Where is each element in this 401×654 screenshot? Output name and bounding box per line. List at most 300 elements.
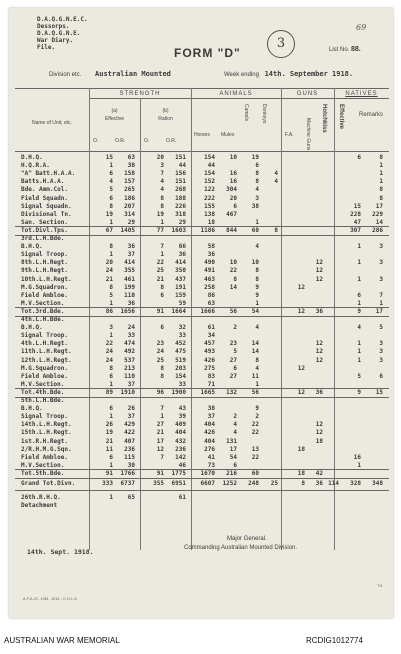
table-row bbox=[9, 397, 393, 405]
unit-name: D.H.Q. bbox=[21, 154, 43, 161]
table-cell: 86 bbox=[207, 291, 215, 299]
unit-name: Tot.4th.Bde. bbox=[21, 388, 65, 396]
detachment-cell: 61 bbox=[178, 494, 186, 501]
table-cell: 3 bbox=[379, 243, 383, 251]
signature-command: Commanding Australian Mounted Division. bbox=[184, 545, 298, 551]
table-cell: 1 bbox=[379, 170, 383, 178]
table-cell: 6 bbox=[109, 405, 113, 413]
stamp-line: D.A.Q.G.N.E.C. bbox=[37, 16, 88, 23]
grand-total-rule bbox=[15, 478, 389, 479]
table-cell: 110 bbox=[124, 372, 135, 380]
table-cell: 47 bbox=[353, 218, 361, 226]
table-cell: 22 bbox=[105, 340, 113, 348]
table-cell: 4 bbox=[233, 421, 237, 429]
table-row bbox=[9, 251, 393, 259]
table-row bbox=[9, 373, 393, 381]
table-cell: 318 bbox=[175, 210, 186, 218]
table-cell: 1 bbox=[357, 275, 361, 283]
table-cell: 304 bbox=[226, 186, 237, 194]
table-cell: 3 bbox=[379, 348, 383, 356]
table-cell: 15 bbox=[375, 388, 383, 396]
table-cell: 71 bbox=[207, 380, 215, 388]
table-cell: 25 bbox=[156, 267, 164, 275]
table-cell: 8 bbox=[160, 202, 164, 210]
table-cell: 4 bbox=[255, 364, 259, 372]
table-cell: 314 bbox=[124, 210, 135, 218]
table-cell: 7 bbox=[160, 170, 164, 178]
table-row bbox=[9, 235, 393, 243]
unit-name: San. Section. bbox=[21, 218, 68, 226]
table-cell: 203 bbox=[175, 364, 186, 372]
table-cell: 151 bbox=[175, 154, 186, 161]
table-cell: 1 bbox=[379, 299, 383, 307]
table-cell: 13 bbox=[251, 445, 259, 453]
table-cell: 10 bbox=[229, 259, 237, 267]
table-cell: 491 bbox=[204, 267, 215, 275]
table-cell: 18 bbox=[207, 218, 215, 226]
unit-name: B.H.Q. bbox=[21, 405, 43, 413]
table-cell: 56 bbox=[251, 388, 259, 396]
unit-name: Signal Troop. bbox=[21, 251, 68, 259]
table-cell: 10 bbox=[251, 259, 259, 267]
table-cell: 437 bbox=[175, 275, 186, 283]
table-cell: 2 bbox=[233, 413, 237, 421]
grand-total-cell: 6737 bbox=[120, 480, 135, 487]
table-cell: 34 bbox=[207, 332, 215, 340]
unit-name: 8th.L.H.Regt. bbox=[21, 259, 68, 267]
grand-total-rule bbox=[15, 490, 389, 491]
horses-label: Horses bbox=[194, 132, 210, 138]
table-cell: 414 bbox=[175, 259, 186, 267]
mules-label: Mules bbox=[221, 132, 235, 138]
unit-name: M.V.Section. bbox=[21, 299, 65, 307]
table-cell: 63 bbox=[207, 299, 215, 307]
table-cell: 6 bbox=[160, 291, 164, 299]
table-cell: 21 bbox=[105, 437, 113, 445]
table-cell: 461 bbox=[124, 275, 135, 283]
division-label: Division etc. bbox=[49, 72, 82, 78]
officers-label: O. bbox=[93, 138, 99, 144]
table-cell: 91 bbox=[156, 469, 164, 477]
table-cell: 8 bbox=[274, 226, 278, 234]
table-cell: 19 bbox=[251, 154, 259, 161]
table-top-rule bbox=[15, 88, 389, 89]
corner-note: T.6 bbox=[377, 583, 383, 588]
table-row bbox=[9, 259, 393, 267]
unit-name: 10th.L.H.Regt. bbox=[21, 275, 72, 283]
unit-name: 14th.L.H.Regt. bbox=[21, 421, 72, 429]
unit-name: Field Ambloe. bbox=[21, 453, 68, 461]
table-cell: 12 bbox=[315, 429, 323, 437]
table-cell: 12 bbox=[297, 283, 305, 291]
table-cell: 404 bbox=[204, 437, 215, 445]
table-cell: 66 bbox=[178, 243, 186, 251]
grand-total-cell: 248 bbox=[248, 480, 259, 487]
unit-name: Divisional Tn. bbox=[21, 210, 72, 218]
table-cell: 12 bbox=[297, 364, 305, 372]
table-row bbox=[9, 332, 393, 340]
table-cell: 6 bbox=[233, 364, 237, 372]
officers-label: O. bbox=[144, 138, 150, 144]
table-row bbox=[9, 348, 393, 356]
table-cell: 1 bbox=[109, 461, 113, 469]
table-cell: 10 bbox=[229, 154, 237, 161]
grand-total-cell: 355 bbox=[153, 480, 164, 487]
table-cell: 8 bbox=[379, 154, 383, 161]
table-cell: 7 bbox=[160, 453, 164, 461]
table-cell: 46 bbox=[178, 461, 186, 469]
table-cell: 228 bbox=[350, 210, 361, 218]
table-cell: 429 bbox=[124, 421, 135, 429]
unit-name: Signal Troop. bbox=[21, 413, 68, 421]
table-cell: 32 bbox=[178, 324, 186, 332]
table-cell: 36 bbox=[315, 388, 323, 396]
camels-label: Camels bbox=[243, 104, 249, 121]
table-cell: 186 bbox=[124, 194, 135, 202]
table-cell: 29 bbox=[178, 218, 186, 226]
table-cell: 1405 bbox=[120, 226, 135, 234]
distribution-stamp bbox=[37, 16, 88, 51]
division-value: Australian Mounted bbox=[95, 70, 171, 78]
table-cell: 229 bbox=[372, 210, 383, 218]
table-cell: 44 bbox=[207, 162, 215, 170]
natives-header: NATIVES bbox=[345, 91, 378, 97]
table-cell: 1900 bbox=[171, 388, 186, 396]
table-cell: 86 bbox=[105, 307, 113, 315]
table-cell: 12 bbox=[297, 307, 305, 315]
table-cell: 60 bbox=[251, 469, 259, 477]
table-cell: 216 bbox=[226, 469, 237, 477]
table-cell: 8 bbox=[255, 178, 259, 186]
list-label: List No. bbox=[329, 47, 350, 53]
table-cell: 7 bbox=[160, 405, 164, 413]
table-row bbox=[9, 203, 393, 211]
table-cell: 154 bbox=[204, 154, 215, 161]
table-cell: 73 bbox=[207, 461, 215, 469]
unit-name: 12th.L.H.Regt. bbox=[21, 356, 72, 364]
table-cell: 1 bbox=[109, 332, 113, 340]
table-cell: 467 bbox=[226, 210, 237, 218]
table-cell: 9 bbox=[357, 388, 361, 396]
table-cell: 493 bbox=[204, 348, 215, 356]
table-row bbox=[9, 421, 393, 429]
table-cell: 7 bbox=[379, 291, 383, 299]
unit-name: M.V.Section. bbox=[21, 461, 65, 469]
table-cell: 138 bbox=[204, 210, 215, 218]
table-cell: 414 bbox=[124, 259, 135, 267]
table-cell: 12 bbox=[315, 356, 323, 364]
table-cell: 1186 bbox=[200, 226, 215, 234]
table-cell: 20 bbox=[156, 154, 164, 161]
table-cell: 463 bbox=[204, 275, 215, 283]
table-cell: 37 bbox=[127, 413, 135, 421]
grand-total-cell: 348 bbox=[372, 480, 383, 487]
table-cell: 1766 bbox=[120, 469, 135, 477]
stamp-line: File. bbox=[37, 44, 56, 51]
table-cell: 2 bbox=[255, 413, 259, 421]
table-row bbox=[9, 340, 393, 348]
table-cell: 36 bbox=[207, 251, 215, 259]
unit-name: 9th.L.H.Regt. bbox=[21, 267, 68, 275]
grand-total-cell: 8 bbox=[301, 480, 305, 487]
table-cell: 12 bbox=[315, 340, 323, 348]
table-cell: 1 bbox=[357, 340, 361, 348]
other-ranks-label: O.R. bbox=[115, 138, 126, 144]
table-row bbox=[9, 413, 393, 421]
table-cell: 131 bbox=[226, 437, 237, 445]
table-cell: 27 bbox=[156, 421, 164, 429]
machine-guns-label: Machine Guns bbox=[305, 118, 311, 151]
table-cell: 17 bbox=[229, 445, 237, 453]
division-field bbox=[49, 70, 171, 78]
table-cell: 91 bbox=[105, 469, 113, 477]
table-cell: 426 bbox=[204, 356, 215, 364]
table-cell: 519 bbox=[175, 356, 186, 364]
table-row bbox=[9, 186, 393, 194]
table-row bbox=[9, 438, 393, 446]
table-cell: 22 bbox=[251, 453, 259, 461]
unit-name-header: Name of Unit, etc. bbox=[31, 120, 72, 126]
table-cell: 67 bbox=[105, 226, 113, 234]
table-cell: 6 bbox=[109, 372, 113, 380]
table-cell: 4 bbox=[255, 186, 259, 194]
table-cell: 16 bbox=[353, 453, 361, 461]
table-cell: 1 bbox=[109, 218, 113, 226]
table-cell: 213 bbox=[124, 364, 135, 372]
guns-header: GUNS bbox=[296, 91, 319, 97]
archive-reference: RCDIG1012774 bbox=[306, 636, 363, 645]
table-cell: 24 bbox=[105, 267, 113, 275]
unit-name: Tot.Divl.Tps. bbox=[21, 226, 68, 234]
table-cell: 492 bbox=[124, 348, 135, 356]
unit-name: Tot.5th.Bde. bbox=[21, 469, 65, 477]
sub-a-label: (a) bbox=[111, 108, 118, 114]
table-cell: 8 bbox=[255, 356, 259, 364]
table-cell: 6 bbox=[357, 291, 361, 299]
table-cell: 19 bbox=[105, 429, 113, 437]
unit-name: M.V.Section. bbox=[21, 380, 65, 388]
table-row bbox=[9, 162, 393, 170]
table-cell: 1 bbox=[255, 299, 259, 307]
table-cell: 6 bbox=[109, 170, 113, 178]
table-cell: 5 bbox=[109, 291, 113, 299]
table-row bbox=[9, 405, 393, 413]
table-row bbox=[9, 195, 393, 203]
table-cell: 1670 bbox=[200, 469, 215, 477]
table-cell: 36 bbox=[127, 243, 135, 251]
table-cell: 17 bbox=[375, 307, 383, 315]
table-cell: 457 bbox=[204, 340, 215, 348]
table-cell: 1 bbox=[109, 380, 113, 388]
table-cell: 12 bbox=[156, 445, 164, 453]
table-cell: 60 bbox=[251, 226, 259, 234]
table-cell: 59 bbox=[178, 299, 186, 307]
table-cell: 63 bbox=[127, 154, 135, 161]
printer-note: A.F.A.21. 10M - 8/16 - C.H.L.8. bbox=[23, 596, 78, 601]
unit-name: 3rd.L.H.Bde. bbox=[21, 235, 65, 242]
table-cell: 1 bbox=[160, 218, 164, 226]
table-cell: 409 bbox=[175, 421, 186, 429]
table-cell: 1775 bbox=[171, 469, 186, 477]
table-cell: 1666 bbox=[200, 307, 215, 315]
table-cell: 23 bbox=[229, 340, 237, 348]
table-cell: 43 bbox=[178, 405, 186, 413]
table-cell: 8 bbox=[379, 194, 383, 202]
ration-label: Ration bbox=[158, 116, 173, 122]
table-cell: 37 bbox=[127, 380, 135, 388]
table-cell: 115 bbox=[124, 453, 135, 461]
table-cell: 142 bbox=[175, 453, 186, 461]
unit-name: "A" Batt.H.A.A. bbox=[21, 170, 76, 178]
table-cell: 1665 bbox=[200, 388, 215, 396]
table-cell: 58 bbox=[207, 243, 215, 251]
detachment-cell: 1 bbox=[109, 494, 113, 501]
table-cell: 268 bbox=[175, 186, 186, 194]
table-cell: 122 bbox=[204, 186, 215, 194]
table-cell: 1656 bbox=[120, 307, 135, 315]
grand-total-cell: 328 bbox=[350, 480, 361, 487]
table-cell: 12 bbox=[315, 421, 323, 429]
detachment-cell: 65 bbox=[127, 494, 135, 501]
table-cell: 191 bbox=[175, 283, 186, 291]
table-cell: 154 bbox=[175, 372, 186, 380]
table-cell: 307 bbox=[350, 226, 361, 234]
table-cell: 432 bbox=[175, 437, 186, 445]
table-cell: 14 bbox=[375, 218, 383, 226]
grand-total-cell: 6607 bbox=[200, 480, 215, 487]
table-cell: 475 bbox=[175, 348, 186, 356]
table-row bbox=[9, 276, 393, 284]
table-cell: 4 bbox=[233, 429, 237, 437]
table-cell: 1 bbox=[255, 380, 259, 388]
table-cell: 8 bbox=[233, 275, 237, 283]
table-cell: 422 bbox=[124, 429, 135, 437]
table-cell: 158 bbox=[124, 170, 135, 178]
table-cell: 452 bbox=[175, 340, 186, 348]
table-cell: 157 bbox=[124, 178, 135, 186]
animals-header: ANIMALS bbox=[219, 91, 253, 97]
table-cell: 24 bbox=[156, 348, 164, 356]
table-cell: 1 bbox=[160, 413, 164, 421]
unit-name: 2/R.H.M.G.Sqn. bbox=[21, 445, 72, 453]
circled-number: 3 bbox=[267, 30, 295, 58]
table-cell: 36 bbox=[127, 299, 135, 307]
table-row bbox=[9, 284, 393, 292]
unit-name: Field Ambloe. bbox=[21, 291, 68, 299]
unit-name: H.Q.R.A. bbox=[21, 162, 50, 170]
table-cell: 12 bbox=[315, 348, 323, 356]
table-cell: 159 bbox=[175, 291, 186, 299]
table-cell: 21 bbox=[156, 429, 164, 437]
table-cell: 30 bbox=[127, 461, 135, 469]
table-cell: 39 bbox=[178, 413, 186, 421]
table-cell: 29 bbox=[127, 218, 135, 226]
table-row bbox=[9, 292, 393, 300]
unit-name: Field Squadn. bbox=[21, 194, 68, 202]
table-cell: 23 bbox=[156, 340, 164, 348]
table-cell: 4 bbox=[255, 243, 259, 251]
unit-name: Field Ambloe. bbox=[21, 372, 68, 380]
table-cell: 24 bbox=[105, 348, 113, 356]
table-cell: 8 bbox=[109, 364, 113, 372]
table-cell: 236 bbox=[124, 445, 135, 453]
table-cell: 3 bbox=[255, 194, 259, 202]
detachment-name: 26th.R.H.Q. Detachment bbox=[21, 494, 61, 509]
table-cell: 265 bbox=[124, 186, 135, 194]
table-cell: 7 bbox=[160, 243, 164, 251]
week-value: 14th. September 1918. bbox=[264, 70, 354, 78]
table-cell: 12 bbox=[297, 388, 305, 396]
table-cell: 1 bbox=[109, 413, 113, 421]
stamp-line: D.A.Q.G.N.E. bbox=[37, 30, 81, 37]
unit-name: Bde. Amm.Col. bbox=[21, 186, 68, 194]
table-cell: 36 bbox=[178, 251, 186, 259]
table-cell: 4 bbox=[274, 178, 278, 186]
table-cell: 4 bbox=[274, 170, 278, 178]
table-cell: 26 bbox=[127, 405, 135, 413]
table-cell: 1 bbox=[379, 162, 383, 170]
table-cell: 1 bbox=[255, 218, 259, 226]
table-cell: 12 bbox=[315, 275, 323, 283]
week-label: Week ending bbox=[224, 72, 259, 78]
donkeys-label: Donkeys bbox=[261, 104, 267, 124]
unit-name: Signal Troop. bbox=[21, 332, 68, 340]
grand-total-cell: 6951 bbox=[171, 480, 186, 487]
report-date: 14th. Sept. 1918. bbox=[27, 548, 94, 556]
unit-name: 4th.L.H.Regt. bbox=[21, 340, 68, 348]
table-row bbox=[9, 365, 393, 373]
table-cell: 8 bbox=[255, 267, 259, 275]
table-cell: 3 bbox=[109, 324, 113, 332]
table-cell: 275 bbox=[204, 364, 215, 372]
unit-name: 15th.L.H.Regt. bbox=[21, 429, 72, 437]
table-cell: 14 bbox=[251, 340, 259, 348]
table-cell: 61 bbox=[207, 324, 215, 332]
table-cell: 8 bbox=[160, 283, 164, 291]
table-cell: 27 bbox=[229, 356, 237, 364]
table-cell: 199 bbox=[124, 283, 135, 291]
remarks-label: Remarks bbox=[359, 112, 384, 118]
table-cell: 89 bbox=[105, 388, 113, 396]
table-cell: 41 bbox=[207, 453, 215, 461]
table-cell: 152 bbox=[204, 178, 215, 186]
table-cell: 18 bbox=[297, 469, 305, 477]
table-cell: 96 bbox=[156, 388, 164, 396]
table-cell: 6 bbox=[255, 162, 259, 170]
table-cell: 276 bbox=[204, 445, 215, 453]
unit-name: Batts.H.A.A. bbox=[21, 178, 65, 186]
other-ranks-label: O.R. bbox=[166, 138, 177, 144]
table-cell: 1 bbox=[160, 251, 164, 259]
table-cell: 4 bbox=[160, 186, 164, 194]
table-cell: 8 bbox=[109, 283, 113, 291]
table-cell: 38 bbox=[251, 202, 259, 210]
table-cell: 350 bbox=[175, 267, 186, 275]
table-cell: 44 bbox=[178, 162, 186, 170]
table-cell: 1910 bbox=[120, 388, 135, 396]
header-bottom-rule bbox=[15, 151, 389, 152]
table-cell: 1664 bbox=[171, 307, 186, 315]
table-cell: 5 bbox=[357, 372, 361, 380]
table-cell: 151 bbox=[175, 178, 186, 186]
table-row bbox=[9, 454, 393, 462]
table-cell: 1 bbox=[357, 356, 361, 364]
table-cell: 5 bbox=[233, 348, 237, 356]
table-cell: 844 bbox=[226, 226, 237, 234]
table-cell: 1 bbox=[357, 259, 361, 267]
table-cell: 537 bbox=[124, 356, 135, 364]
effective-label: Effective bbox=[104, 116, 125, 122]
